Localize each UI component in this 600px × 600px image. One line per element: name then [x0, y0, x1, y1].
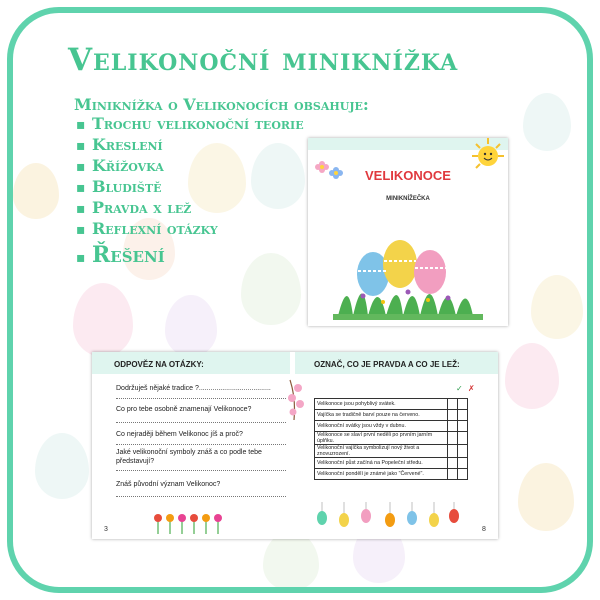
true-box[interactable] — [448, 399, 458, 410]
false-box[interactable] — [458, 410, 468, 421]
hanging-eggs-illustration — [314, 502, 464, 536]
background-egg — [505, 343, 559, 409]
cover-title: VELIKONOCE — [365, 168, 451, 183]
left-page-heading: ODPOVĚZ NA OTÁZKY: — [114, 360, 204, 369]
statement-cell: Velikonoční svátky jsou vždy v dubnu. — [315, 421, 448, 432]
false-box[interactable] — [458, 432, 468, 445]
list-item: ▪ Řešení — [76, 240, 304, 273]
true-check-icon: ✓ — [456, 384, 463, 393]
false-box[interactable] — [458, 399, 468, 410]
true-false-table — [314, 398, 468, 480]
question-text: Dodržuješ nějaké tradice ?..................................... — [116, 385, 271, 392]
table-row — [315, 432, 468, 445]
table-row — [315, 469, 468, 480]
list-item: ▪ Trochu velikonoční teorie — [76, 114, 304, 135]
answer-line — [116, 422, 286, 423]
table-row — [315, 410, 468, 421]
table-row — [315, 399, 468, 410]
list-item: ▪ Pravda x lež — [76, 198, 304, 219]
cover-subtitle: MINIKNÍŽEČKA — [386, 196, 430, 202]
true-box[interactable] — [448, 432, 458, 445]
cherry-blossom-icon — [284, 378, 310, 422]
right-page-heading: OZNAČ, CO JE PRAVDA A CO JE LEŽ: — [314, 360, 460, 369]
background-egg — [73, 283, 133, 357]
statement-cell: Velikonoční půst začíná na Popeleční středu. — [315, 458, 448, 469]
statement-cell: Velikonoce jsou pohyblivý svátek. — [315, 399, 448, 410]
false-cross-icon: ✗ — [468, 384, 475, 393]
background-egg — [13, 163, 59, 219]
true-box[interactable] — [448, 469, 458, 480]
background-egg — [518, 463, 574, 531]
false-box[interactable] — [458, 469, 468, 480]
table-row — [315, 458, 468, 469]
false-box[interactable] — [458, 421, 468, 432]
background-egg — [523, 93, 571, 151]
false-box[interactable] — [458, 445, 468, 458]
true-box[interactable] — [448, 410, 458, 421]
background-egg — [35, 433, 89, 499]
question-text: Znáš původní význam Velikonoc? — [116, 481, 221, 488]
statement-cell: Velikonoční vajíčka symbolizují nový život a znovuzrození. — [315, 445, 448, 458]
true-box[interactable] — [448, 445, 458, 458]
answer-line — [116, 496, 286, 497]
true-box[interactable] — [448, 458, 458, 469]
tulips-illustration — [152, 512, 232, 534]
worksheet-preview — [92, 352, 498, 539]
page-number: 8 — [482, 526, 486, 533]
question-text: Jaké velikonoční symboly znáš a co podle tebe představují? — [116, 449, 262, 465]
background-egg — [263, 531, 319, 591]
background-egg — [165, 295, 217, 357]
table-row — [315, 445, 468, 458]
statement-cell: Vajíčka se tradičně barví pouze na červeno. — [315, 410, 448, 421]
contents-heading: Miniknížka o Velikonocích obsahuje: — [74, 95, 369, 114]
easter-eggs-illustration — [308, 216, 508, 326]
answer-line — [116, 444, 286, 445]
list-item: ▪ Reflexní otázky — [76, 219, 304, 240]
contents-list — [76, 114, 304, 273]
answer-line — [116, 398, 286, 399]
background-egg — [531, 275, 583, 339]
list-item: ▪ Křížovka — [76, 156, 304, 177]
list-item: ▪ Bludiště — [76, 177, 304, 198]
question-text: Co pro tebe osobně znamenají Velikonoce? — [116, 406, 252, 413]
question-text: Co nejraději během Velikonoc jíš a proč? — [116, 431, 243, 438]
statement-cell: Velikonoční pondělí je známé jako "Červené". — [315, 469, 448, 480]
table-row — [315, 421, 468, 432]
statement-cell: Velikonoce se slaví první neděli po prvním jarním úplňku. — [315, 432, 448, 445]
true-box[interactable] — [448, 421, 458, 432]
false-box[interactable] — [458, 458, 468, 469]
page-title: Velikonoční miniknížka — [68, 42, 459, 78]
page-number: 3 — [104, 526, 108, 533]
answer-line — [116, 470, 286, 471]
cover-preview — [308, 138, 508, 326]
list-item: ▪ Kreslení — [76, 135, 304, 156]
